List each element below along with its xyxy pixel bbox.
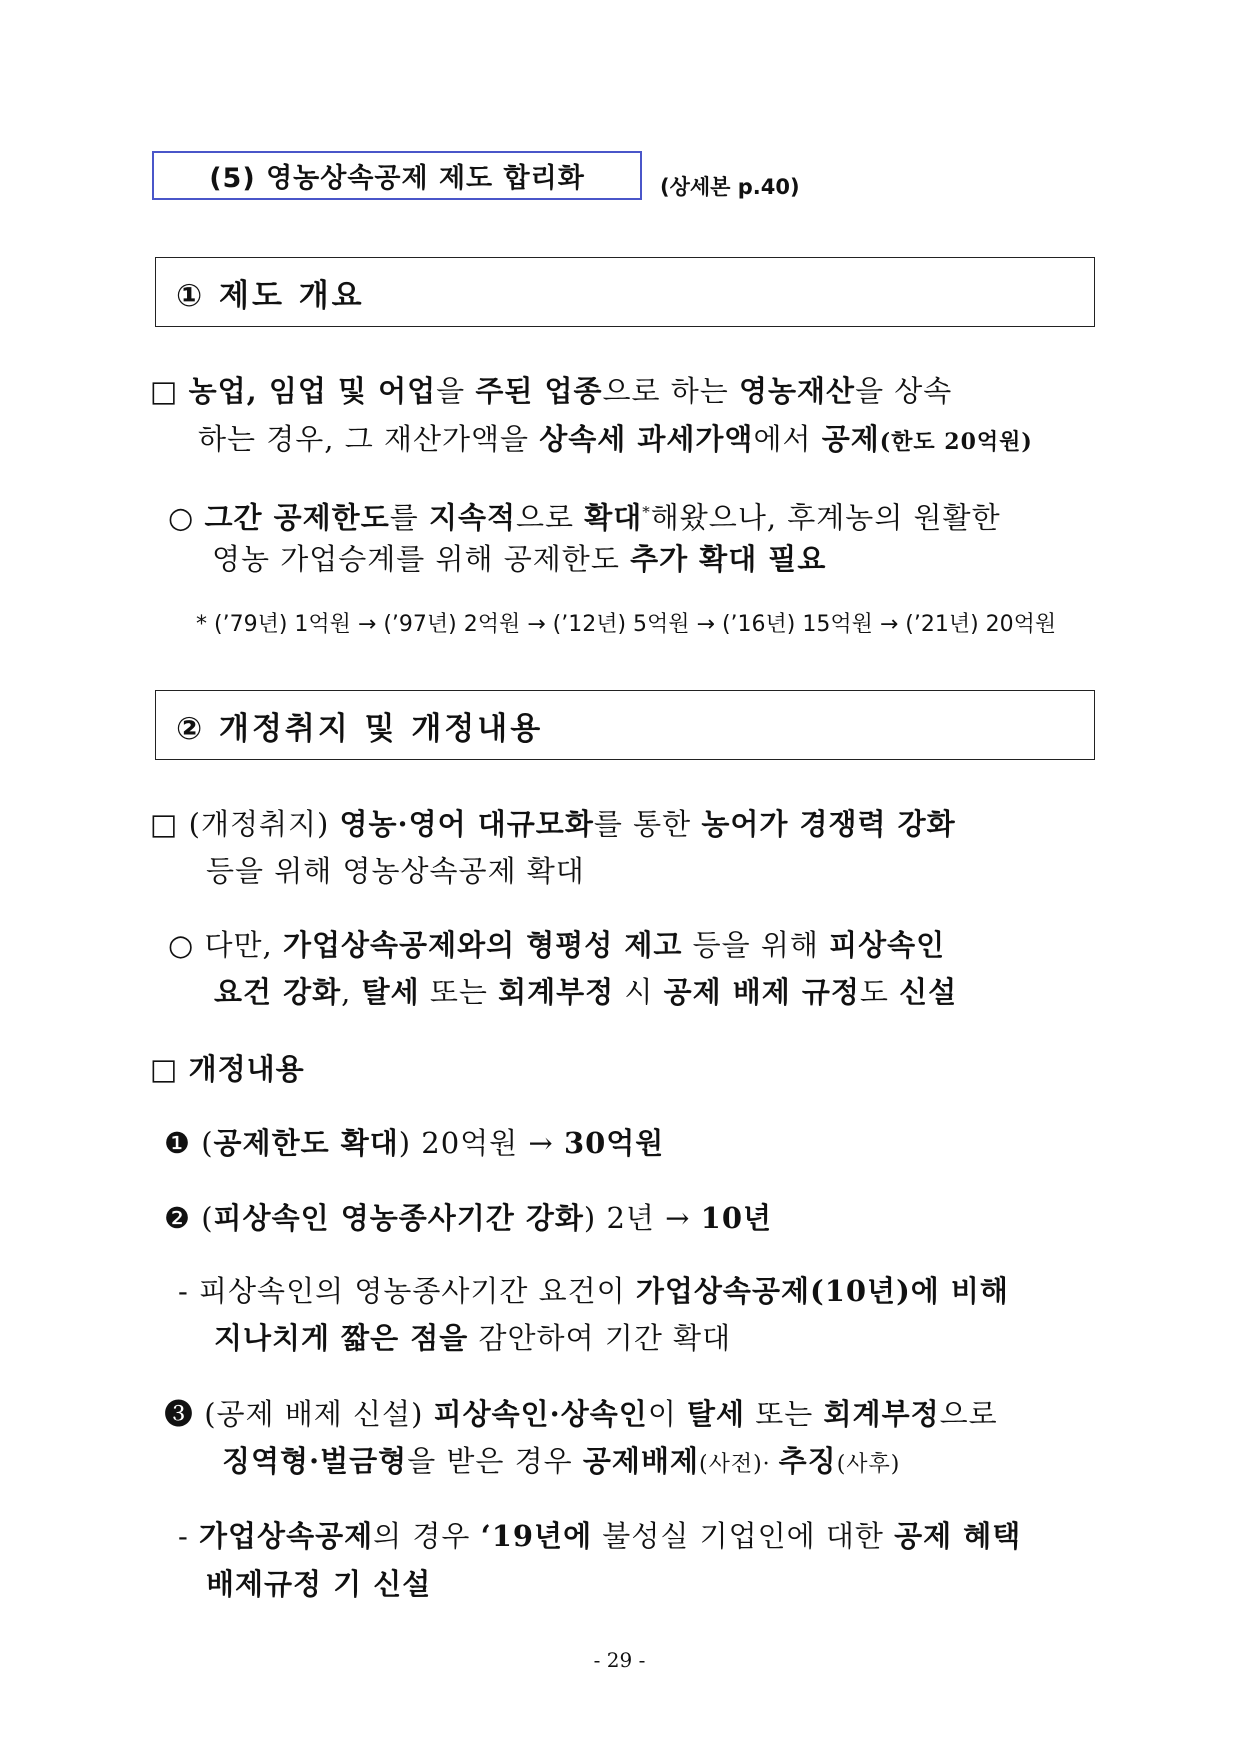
text-bold: 회계부정 bbox=[823, 1397, 940, 1431]
text-bold: 공제배제 bbox=[582, 1444, 699, 1478]
text-bold: 공제 배제 규정 bbox=[663, 975, 860, 1009]
equity-line1 bbox=[168, 927, 945, 963]
text-bold: 주된 업종 bbox=[475, 374, 603, 408]
text: 등을 위해 bbox=[682, 928, 830, 962]
dash-marker: - bbox=[178, 1519, 189, 1553]
text: (사후) bbox=[836, 1452, 901, 1477]
heading-revision bbox=[155, 690, 1095, 760]
square-bullet-icon: □ bbox=[150, 374, 179, 408]
text: 감안하여 기간 확대 bbox=[468, 1321, 732, 1355]
text: 에서 bbox=[753, 422, 822, 456]
business-deduction-line2 bbox=[206, 1566, 431, 1602]
text-bold: 탈세 bbox=[361, 975, 420, 1009]
text-bold: 회계부정 bbox=[498, 975, 615, 1009]
text: 으로 bbox=[516, 500, 585, 535]
section-title-box bbox=[152, 151, 642, 200]
text-bold: 공제한도 확대 bbox=[213, 1126, 399, 1160]
text-bold: 요건 강화 bbox=[214, 975, 342, 1009]
number-1-icon: ❶ bbox=[164, 1126, 191, 1160]
item-limit-expansion bbox=[164, 1125, 664, 1161]
text-bold: 그간 공제한도 bbox=[204, 500, 390, 535]
text-bold: 피상속인 bbox=[829, 928, 946, 962]
overview-bullet-line1 bbox=[150, 373, 952, 409]
text-bold: 상속세 과세가액 bbox=[539, 422, 754, 456]
text-bold: 탈세 bbox=[687, 1397, 746, 1431]
text: 영농 가업승계를 위해 공제한도 bbox=[212, 542, 631, 576]
section-title: (5) 영농상속공제 제도 합리화 bbox=[209, 163, 585, 194]
heading-overview-text: ① 제도 개요 bbox=[176, 277, 365, 314]
text-bold: 추가 확대 필요 bbox=[630, 542, 827, 576]
text: (공제 배제 신설) bbox=[204, 1397, 434, 1431]
number-3-icon: ❸ bbox=[164, 1397, 195, 1431]
text-bold: 피상속인 영농종사기간 강화 bbox=[213, 1201, 584, 1235]
text-bold: 농업, 임업 및 어업 bbox=[188, 374, 437, 408]
text: 하는 경우, 그 재산가액을 bbox=[198, 422, 540, 456]
equity-line2 bbox=[214, 974, 957, 1010]
text: 으로 bbox=[939, 1397, 998, 1431]
text-bold: 가업상속공제 bbox=[199, 1519, 374, 1553]
text: ( bbox=[201, 1126, 214, 1160]
overview-bullet-line2 bbox=[198, 421, 1033, 460]
text: 피상속인의 영농종사기간 요건이 bbox=[199, 1274, 636, 1308]
text: (개정취지) bbox=[188, 807, 340, 841]
business-deduction-line1 bbox=[178, 1518, 1021, 1554]
circle-bullet-icon: ○ bbox=[168, 928, 195, 962]
text-bold: 추징 bbox=[778, 1444, 837, 1478]
circle-bullet-icon: ○ bbox=[168, 500, 195, 535]
item-exclusion-line1 bbox=[164, 1396, 998, 1432]
text-bold: 피상속인·상속인 bbox=[433, 1397, 648, 1431]
text: 도 bbox=[859, 975, 900, 1009]
detail-reference: (상세본 p.40) bbox=[660, 175, 800, 199]
text: (사전)· bbox=[698, 1452, 779, 1477]
text-bold: 10년 bbox=[700, 1201, 773, 1235]
text: , bbox=[341, 975, 362, 1009]
text: 해왔으나, 후계농의 원활한 bbox=[650, 500, 1001, 535]
revision-content-heading bbox=[150, 1051, 305, 1087]
text: 또는 bbox=[745, 1397, 824, 1431]
text: 의 경우 bbox=[373, 1519, 481, 1553]
text-bold: 농어가 경쟁력 강화 bbox=[701, 807, 956, 841]
text-bold: 공제 bbox=[821, 422, 880, 456]
text-bold: 30억원 bbox=[563, 1126, 665, 1160]
text-bold: 가업상속공제와의 형평성 제고 bbox=[283, 928, 683, 962]
limit-note: (한도 20억원) bbox=[879, 429, 1033, 455]
purpose-line2: 등을 위해 영농상속공제 확대 bbox=[206, 854, 585, 888]
footnote-mark: * bbox=[642, 503, 651, 521]
text: 를 bbox=[389, 500, 429, 535]
heading-overview bbox=[155, 257, 1095, 327]
text-bold: 신설 bbox=[899, 975, 958, 1009]
overview-sub-line1 bbox=[168, 494, 1001, 536]
text-bold: 징역형·벌금형 bbox=[222, 1444, 408, 1478]
text-bold: 확대 bbox=[584, 500, 643, 535]
text: 이 bbox=[647, 1397, 688, 1431]
item-period-strengthen bbox=[164, 1200, 772, 1236]
page-number: - 29 - bbox=[593, 1648, 646, 1672]
text-bold: 개정내용 bbox=[188, 1052, 305, 1086]
period-detail-line1 bbox=[178, 1273, 1009, 1309]
period-detail-line2 bbox=[214, 1320, 731, 1356]
text: ) 20억원 → bbox=[398, 1126, 564, 1160]
number-2-icon: ❷ bbox=[164, 1201, 191, 1235]
heading-revision-text: ② 개정취지 및 개정내용 bbox=[176, 710, 544, 747]
overview-sub-line2 bbox=[212, 541, 826, 577]
text: 을 상속 bbox=[855, 374, 953, 408]
text-bold: 영농재산 bbox=[739, 374, 856, 408]
square-bullet-icon: □ bbox=[150, 807, 179, 841]
purpose-line1 bbox=[150, 806, 956, 842]
text: 으로 하는 bbox=[602, 374, 739, 408]
text: 시 bbox=[614, 975, 664, 1009]
square-bullet-icon: □ bbox=[150, 1052, 179, 1086]
text: 불성실 기업인에 대한 bbox=[592, 1519, 895, 1553]
item-exclusion-line2 bbox=[222, 1443, 900, 1483]
dash-marker: - bbox=[178, 1274, 189, 1308]
text-bold: 공제 혜택 bbox=[894, 1519, 1022, 1553]
text: 다만, bbox=[204, 928, 283, 962]
text: 을 bbox=[436, 374, 476, 408]
text: 를 통한 bbox=[593, 807, 702, 841]
text-bold: 지나치게 짧은 점을 bbox=[214, 1321, 469, 1355]
text-bold: 배제규정 기 신설 bbox=[206, 1567, 432, 1601]
text-bold: 영농·영어 대규모화 bbox=[339, 807, 594, 841]
history-footnote: * (’79년) 1억원 → (’97년) 2억원 → (’12년) 5억원 → (’16년) 15억원 → (’21년) 20억원 bbox=[196, 612, 1057, 637]
text-bold: 가업상속공제(10년)에 비해 bbox=[635, 1274, 1009, 1308]
text: 을 받은 경우 bbox=[407, 1444, 583, 1478]
text: 또는 bbox=[419, 975, 499, 1009]
text: ) 2년 → bbox=[583, 1201, 701, 1235]
text-bold: 지속적 bbox=[428, 500, 516, 535]
text-bold: ‘19년에 bbox=[480, 1519, 593, 1553]
text: ( bbox=[201, 1201, 214, 1235]
